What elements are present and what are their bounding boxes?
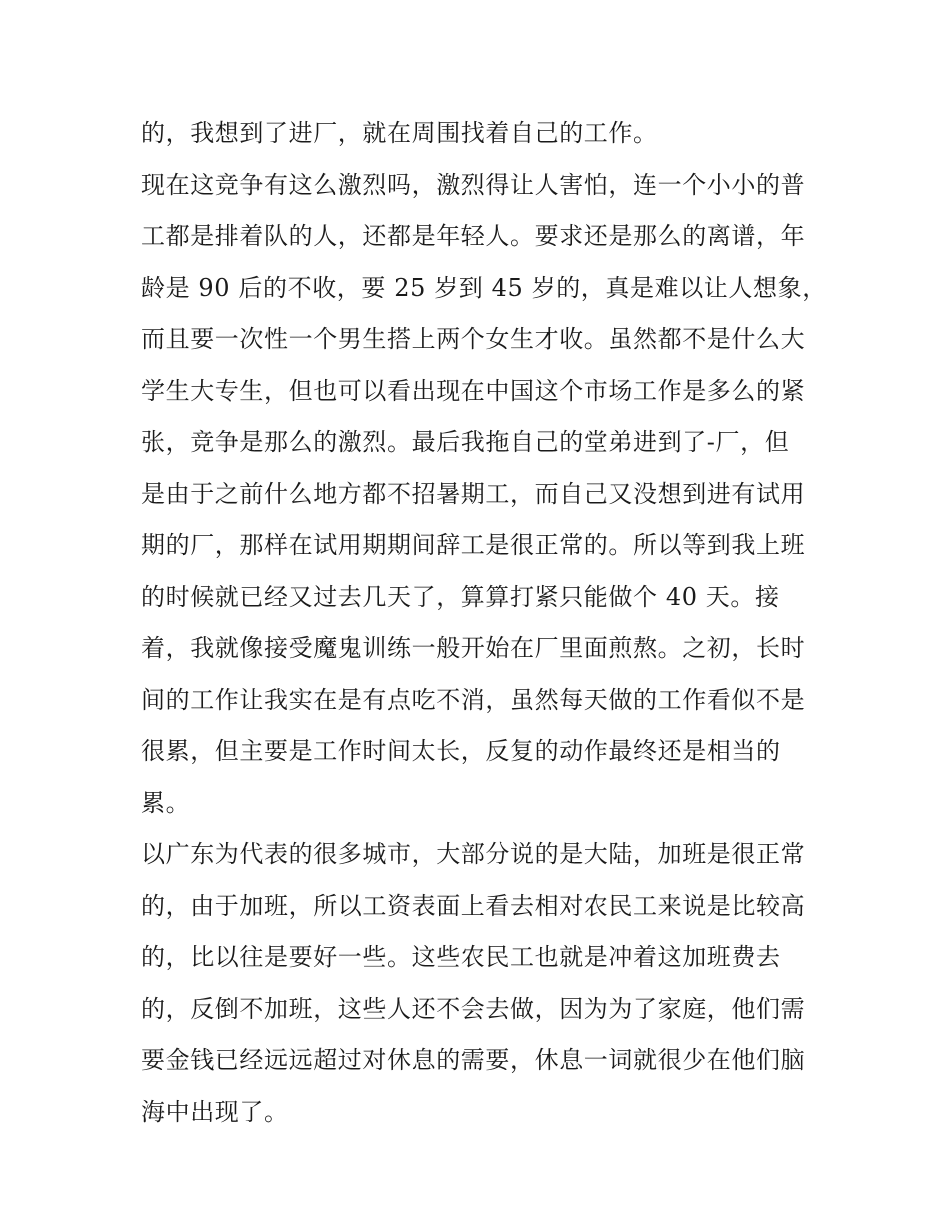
text-line: 要金钱已经远远超过对休息的需要，休息一词就很少在他们脑	[141, 1046, 806, 1074]
text-line: 期的厂，那样在试用期期间辞工是很正常的。所以等到我上班	[141, 531, 806, 559]
text-line: 现在这竞争有这么激烈吗，激烈得让人害怕，连一个小小的普	[141, 170, 806, 199]
text-line: 的，由于加班，所以工资表面上看去相对农民工来说是比较高	[141, 891, 806, 920]
text-line: 海中出现了。	[141, 1097, 289, 1126]
text-line: 的时候就已经又过去几天了，算算打紧只能做个 40 天。接	[141, 582, 780, 611]
text-line: 工都是排着队的人，还都是年轻人。要求还是那么的离谱，年	[141, 222, 806, 250]
text-line: 的，反倒不加班，这些人还不会去做，因为为了家庭，他们需	[141, 994, 806, 1023]
text-line: 是由于之前什么地方都不招暑期工，而自己又没想到进有试用	[141, 479, 806, 508]
text-line: 很累，但主要是工作时间太长，反复的动作最终还是相当的	[141, 737, 781, 765]
body-text	[141, 108, 827, 1138]
text-line: 龄是 90 后的不收，要 25 岁到 45 岁的，真是难以让人想象，	[141, 273, 827, 302]
text-line: 以广东为代表的很多城市，大部分说的是大陆，加班是很正常	[141, 840, 806, 868]
text-line: 着，我就像接受魔鬼训练一般开始在厂里面煎熬。之初，长时	[141, 634, 806, 662]
text-line: 累。	[141, 788, 191, 817]
text-line: 间的工作让我实在是有点吃不消，虽然每天做的工作看似不是	[141, 685, 806, 714]
text-line: 的，我想到了进厂，就在周围找着自己的工作。	[141, 119, 658, 147]
text-line: 张，竞争是那么的激烈。最后我拖自己的堂弟进到了-厂，但	[141, 428, 790, 456]
text-line: 而且要一次性一个男生搭上两个女生才收。虽然都不是什么大	[141, 325, 806, 353]
text-line: 学生大专生，但也可以看出现在中国这个市场工作是多么的紧	[141, 376, 806, 405]
text-line: 的，比以往是要好一些。这些农民工也就是冲着这加班费去	[141, 943, 781, 971]
